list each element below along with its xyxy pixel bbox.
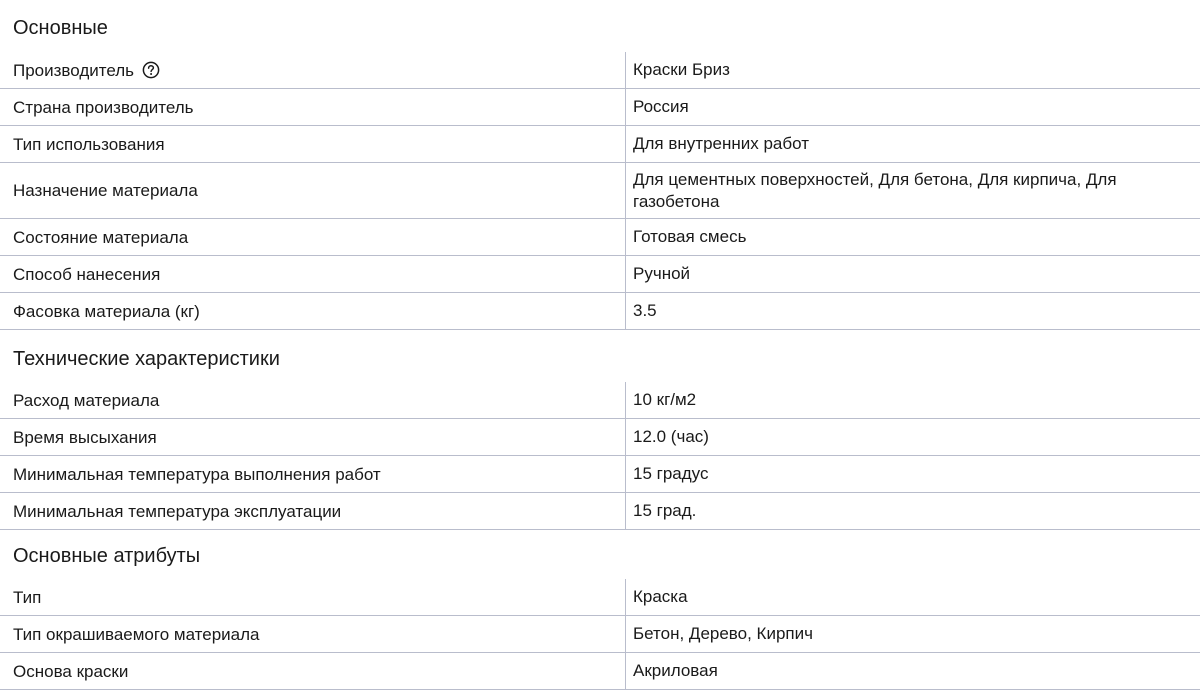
spec-key: Тип bbox=[13, 587, 42, 607]
spec-row bbox=[0, 419, 1200, 456]
spec-key: Тип окрашиваемого материала bbox=[13, 624, 260, 644]
spec-table-attributes bbox=[0, 579, 1200, 690]
question-circle-icon[interactable] bbox=[142, 61, 160, 79]
spec-key bbox=[0, 52, 625, 88]
spec-value: Бетон, Дерево, Кирпич bbox=[625, 616, 1200, 652]
spec-table-main bbox=[0, 52, 1200, 330]
spec-key: Основа краски bbox=[13, 661, 129, 681]
spec-value: Краска bbox=[625, 579, 1200, 615]
spec-key: Страна производитель bbox=[13, 97, 194, 117]
spec-value: Для цементных поверхностей, Для бетона, Для кирпича, Для газобетона bbox=[625, 163, 1200, 218]
spec-row bbox=[0, 293, 1200, 330]
spec-value: Краски Бриз bbox=[625, 52, 1200, 88]
spec-row bbox=[0, 456, 1200, 493]
spec-key: Расход материала bbox=[13, 390, 160, 410]
spec-row bbox=[0, 579, 1200, 616]
spec-row bbox=[0, 653, 1200, 690]
spec-value: Готовая смесь bbox=[625, 219, 1200, 255]
spec-key: Минимальная температура выполнения работ bbox=[13, 464, 381, 484]
spec-value: Россия bbox=[625, 89, 1200, 125]
spec-row bbox=[0, 89, 1200, 126]
spec-row bbox=[0, 256, 1200, 293]
section-title-attributes: Основные атрибуты bbox=[13, 545, 201, 567]
spec-row bbox=[0, 616, 1200, 653]
spec-key: Время высыхания bbox=[13, 427, 157, 447]
spec-value: 12.0 (час) bbox=[625, 419, 1200, 455]
spec-row bbox=[0, 52, 1200, 89]
spec-value: Для внутренних работ bbox=[625, 126, 1200, 162]
spec-value: Ручной bbox=[625, 256, 1200, 292]
spec-row bbox=[0, 163, 1200, 219]
spec-row bbox=[0, 382, 1200, 419]
spec-value: Акриловая bbox=[625, 653, 1200, 689]
spec-key: Тип использования bbox=[13, 134, 165, 154]
spec-value: 3.5 bbox=[625, 293, 1200, 329]
spec-table-technical bbox=[0, 382, 1200, 530]
section-title-main: Основные bbox=[13, 17, 108, 39]
spec-key: Минимальная температура эксплуатации bbox=[13, 501, 342, 521]
spec-key: Назначение материала bbox=[13, 181, 198, 200]
spec-row bbox=[0, 493, 1200, 530]
section-title-technical: Технические характеристики bbox=[13, 348, 280, 370]
spec-value: 15 град. bbox=[625, 493, 1200, 529]
spec-row bbox=[0, 126, 1200, 163]
spec-value: 15 градус bbox=[625, 456, 1200, 492]
spec-row bbox=[0, 219, 1200, 256]
spec-key: Состояние материала bbox=[13, 227, 189, 247]
spec-key-label: Производитель bbox=[13, 60, 135, 80]
spec-value: 10 кг/м2 bbox=[625, 382, 1200, 418]
spec-key: Фасовка материала (кг) bbox=[13, 301, 200, 321]
spec-key: Способ нанесения bbox=[13, 264, 161, 284]
